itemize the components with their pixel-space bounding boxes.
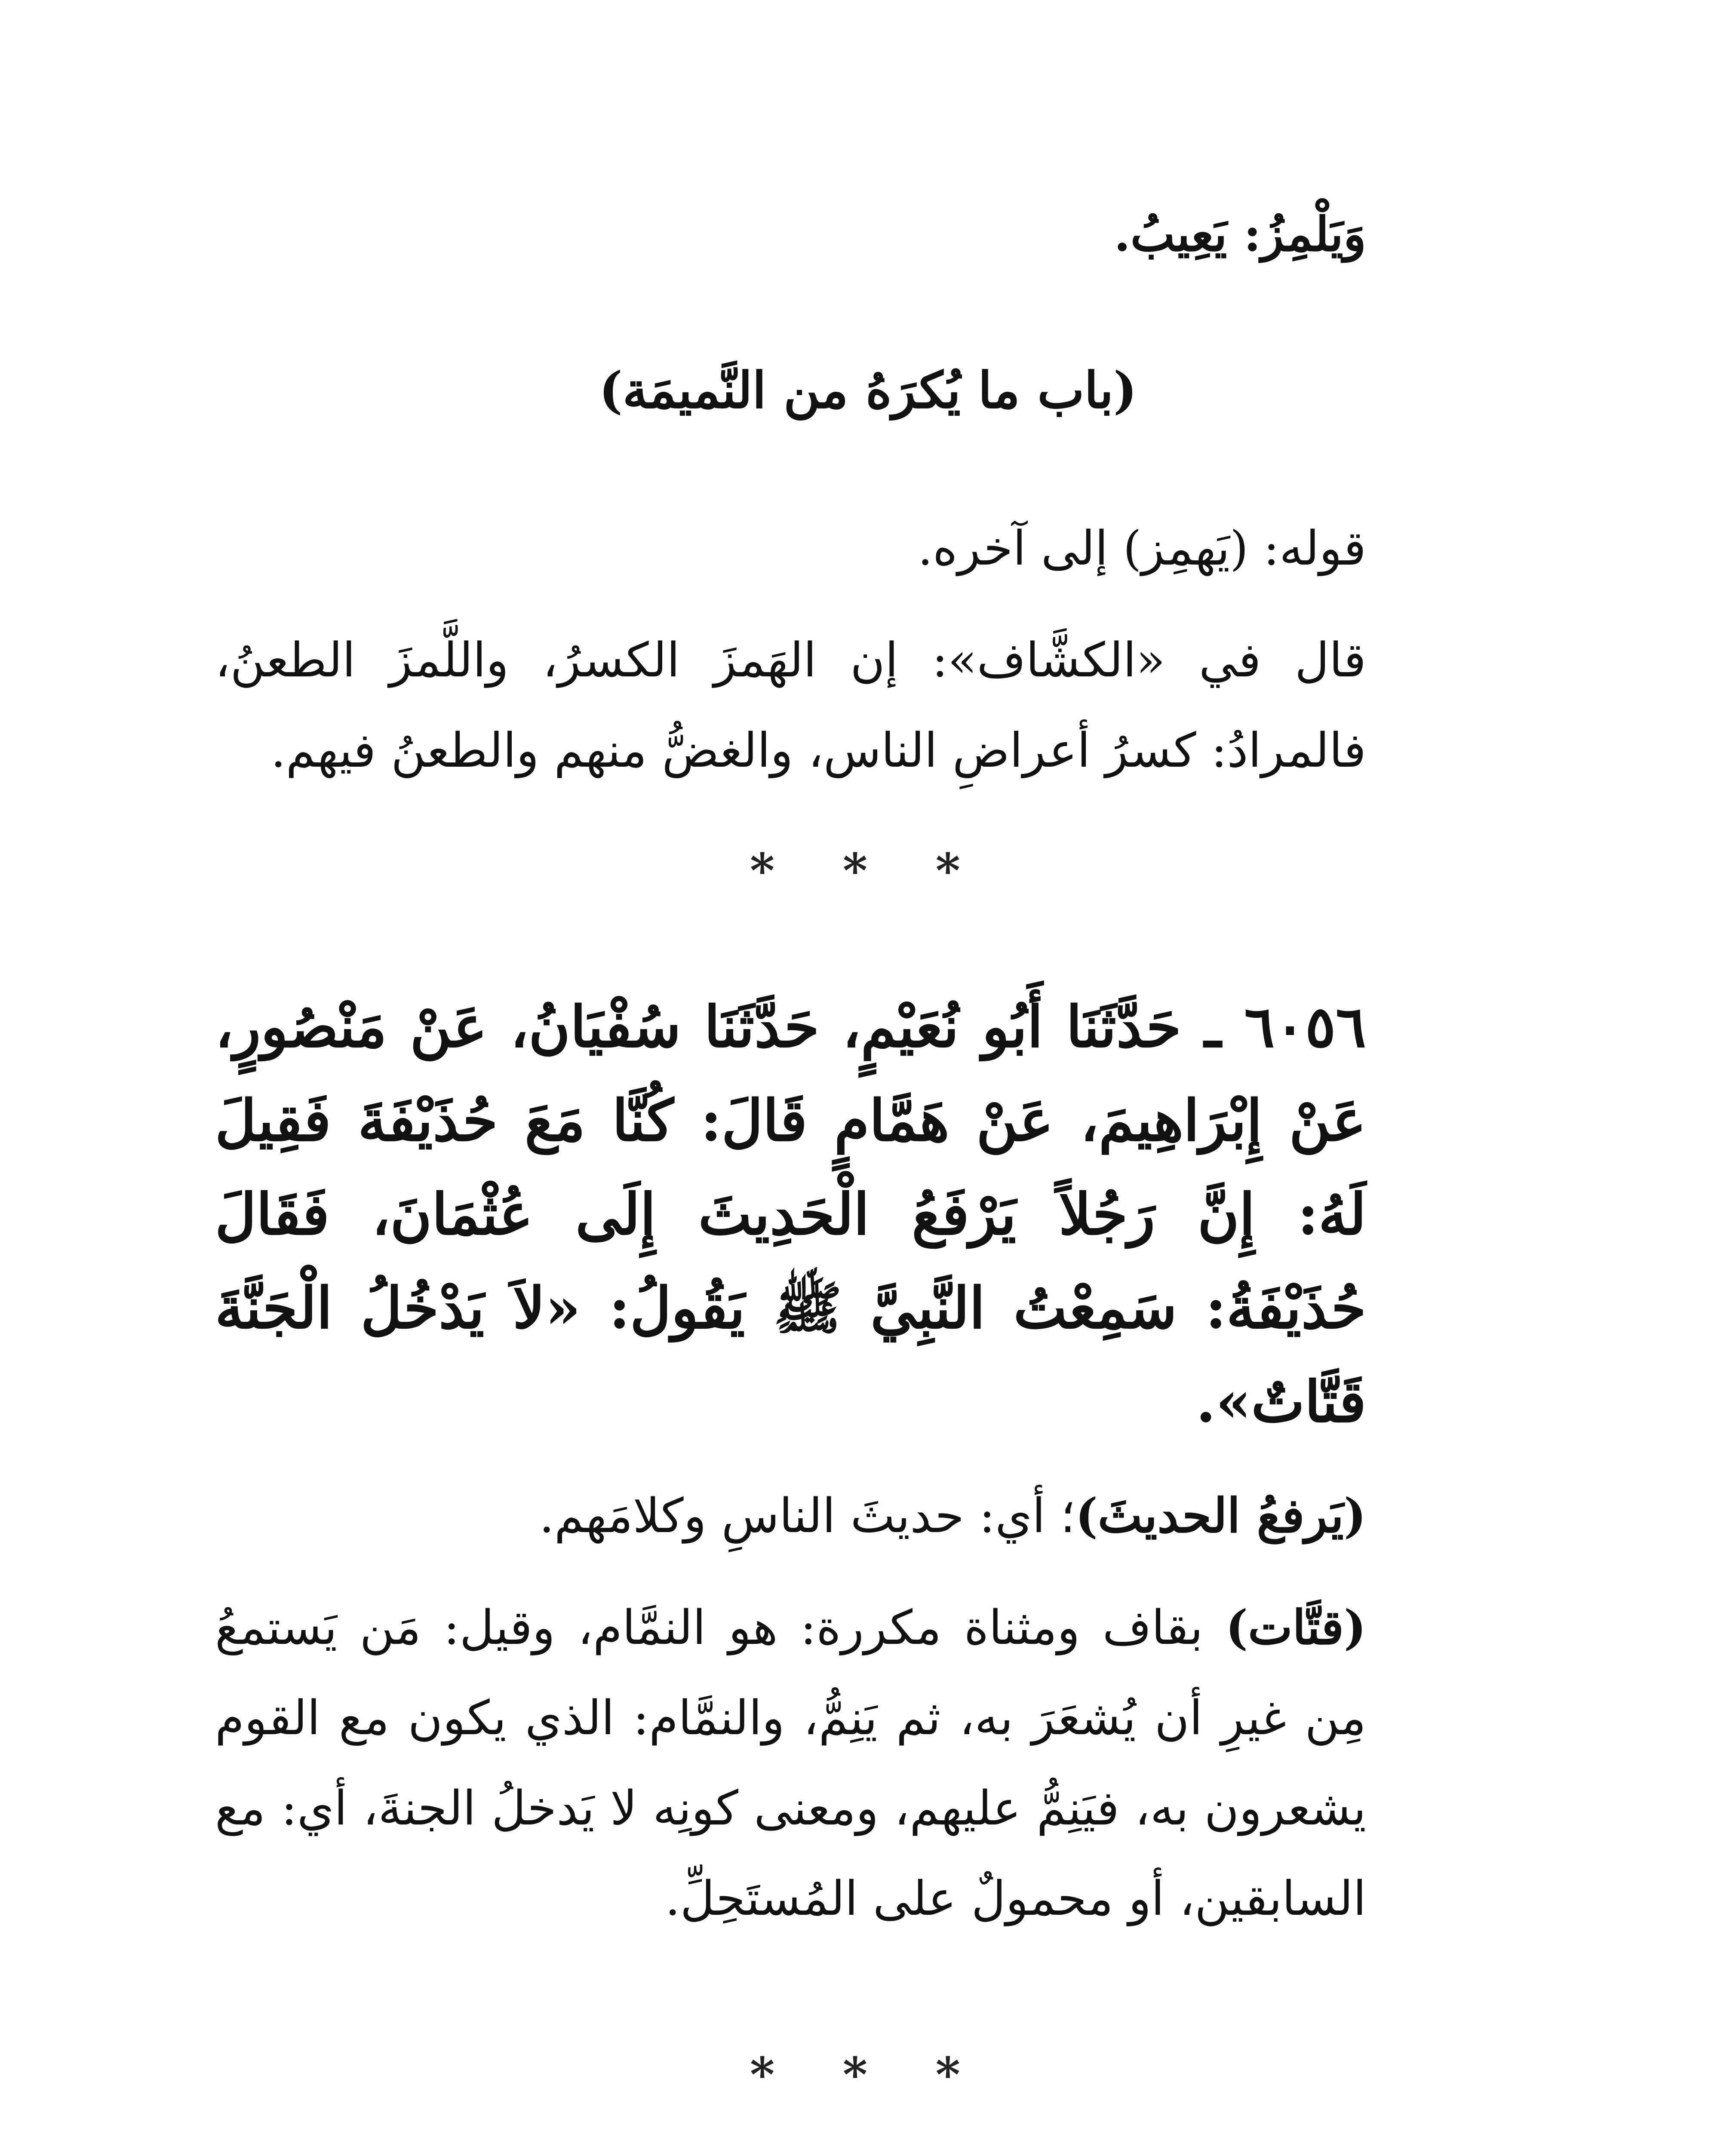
commentary-term-3: (يَرفعُ الحديثَ) xyxy=(1075,1488,1366,1543)
commentary-paragraph-4 xyxy=(215,1582,1366,1944)
separator-stars-2: * * * xyxy=(750,2047,986,2102)
opening-line: وَيَلْمِزُ: يَعِيبُ. xyxy=(1114,206,1366,262)
commentary-text-3: ؛ أي: حديثَ الناسِ وكلامَهم. xyxy=(539,1488,1075,1543)
commentary-paragraph-2: قال في «الكشَّاف»: إن الهَمزَ الكسرُ، واللَّمزَ الطعنُ، فالمرادُ: كسرُ أعراضِ الناس، والغضُّ منهم والطعنُ فيهم. xyxy=(215,633,1366,778)
hadith-text: ٦٠٥٦ ـ حَدَّثَنَا أَبُو نُعَيْمٍ، حَدَّثَنَا سُفْيَانُ، عَنْ مَنْصُورٍ، عَنْ إِبْرَاهِيمَ، عَنْ هَمَّامٍ قَالَ: كُنَّا مَعَ حُذَيْفَةَ فَقِيلَ لَهُ: إِنَّ رَجُلاً يَرْفَعُ الْحَدِيثَ إِلَى عُثْمَانَ، فَقَالَ حُذَيْفَةُ: سَمِعْتُ النَّبِيَّ ﷺ يَقُولُ: «لاَ يَدْخُلُ الْجَنَّةَ قَتَّاتٌ». xyxy=(215,994,1366,1435)
commentary-text-4: بقاف ومثناة مكررة: هو النمَّام، وقيل: مَن يَستمعُ مِن غيرِ أن يُشعَرَ به، ثم يَنِمُّ، والنمَّام: الذي يكون مع القوم يشعرون به، فيَنِمُّ عليهم، ومعنى كونِه لا يَدخلُ الجنةَ، أي: مع السابقين، أو محمولٌ على المُستَحِلِّ. xyxy=(215,1600,1366,1926)
commentary-paragraph-1: قوله: (يَهمِز) إلى آخره. xyxy=(918,521,1366,576)
chapter-heading: (باب ما يُكرَهُ من النَّميمَة) xyxy=(599,361,1137,420)
commentary-paragraph-3 xyxy=(215,1471,1366,1561)
separator-stars-1: * * * xyxy=(750,843,986,898)
commentary-term-4: (قتَّات) xyxy=(1226,1600,1366,1655)
